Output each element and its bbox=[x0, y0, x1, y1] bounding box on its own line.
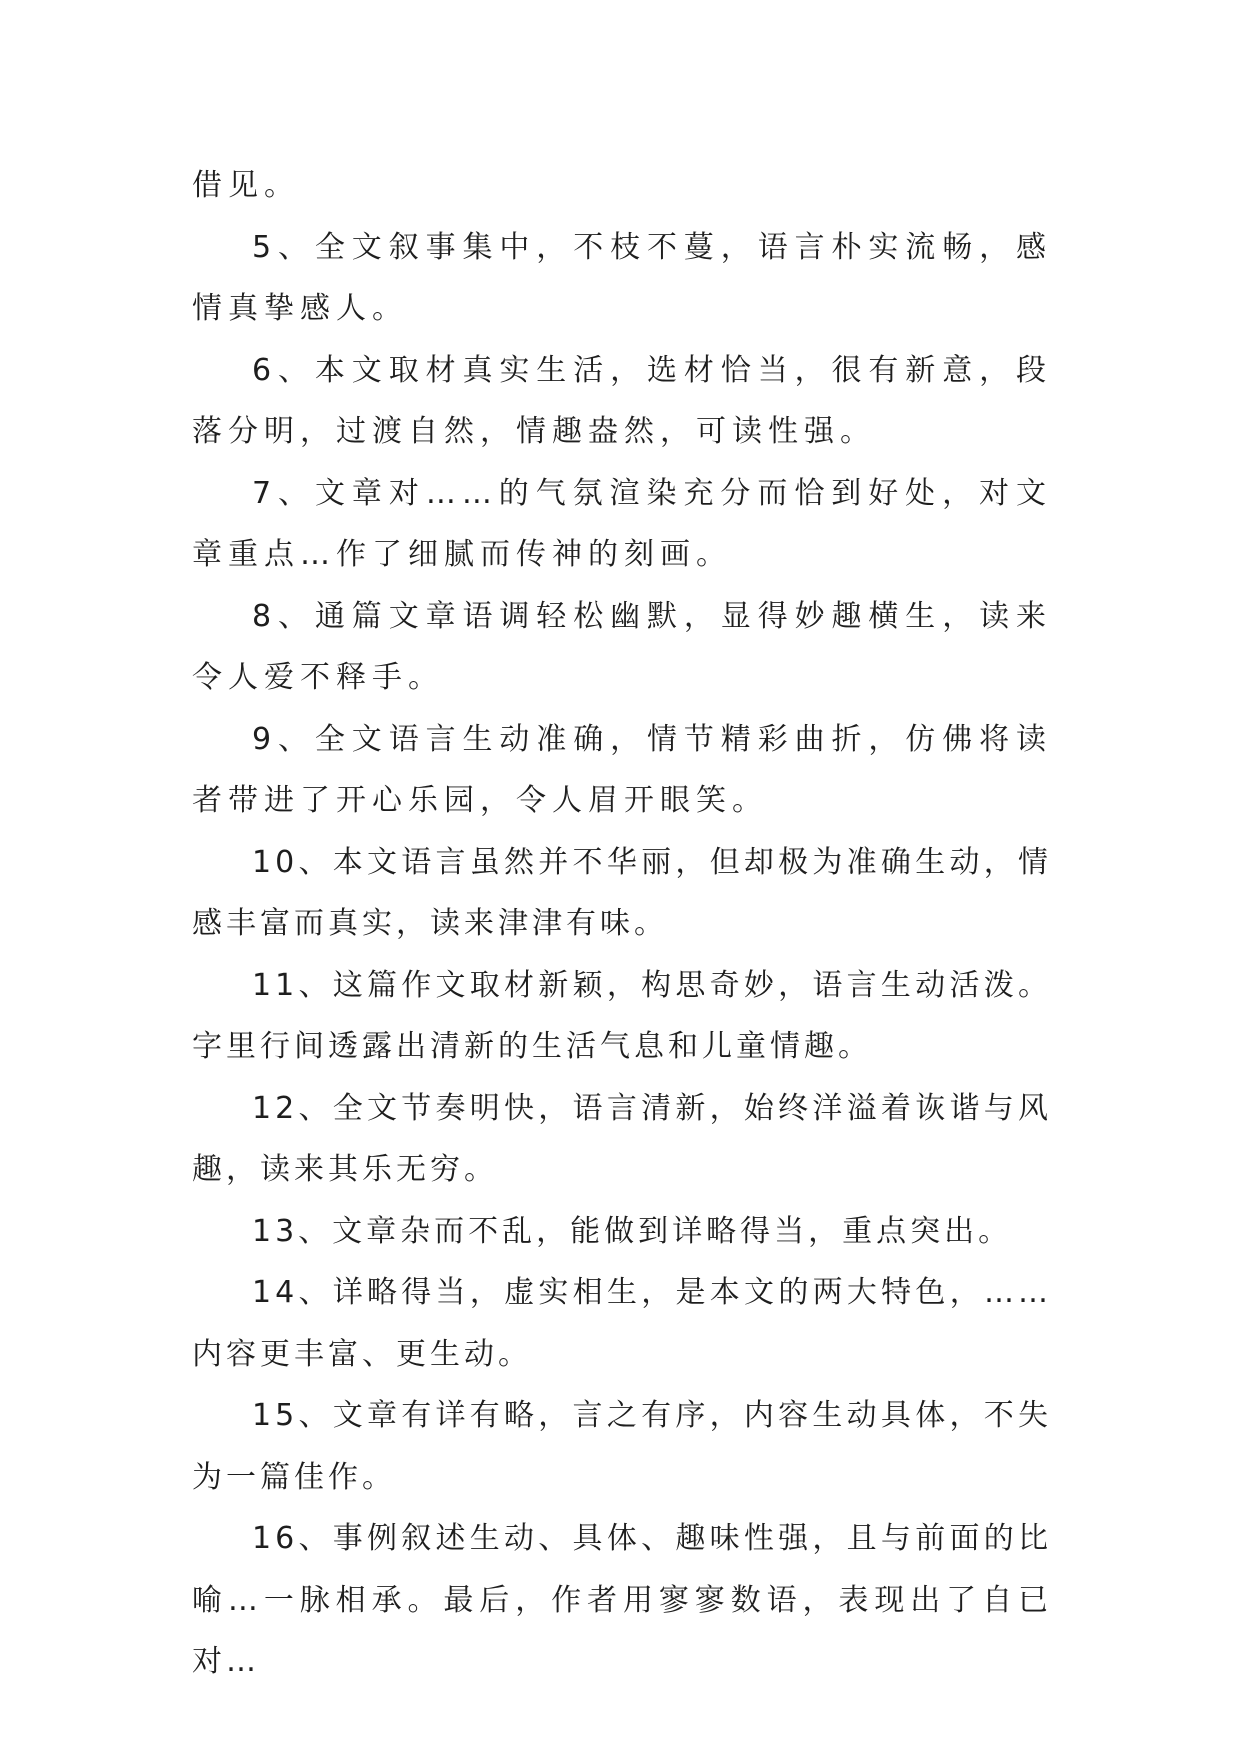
paragraph-continuation: 借见。 bbox=[192, 168, 300, 203]
paragraph-comment-8: 8、通篇文章语调轻松幽默，显得妙趣横生，读来令人爱不释手。 bbox=[192, 598, 1052, 695]
document-body bbox=[192, 155, 1052, 1693]
paragraph-comment-14: 14、详略得当，虚实相生，是本文的两大特色，……内容更丰富、更生动。 bbox=[192, 1275, 1052, 1372]
paragraph-comment-7: 7、文章对……的气氛渲染充分而恰到好处，对文章重点…作了细腻而传神的刻画。 bbox=[192, 475, 1052, 572]
paragraph-comment-15: 15、文章有详有略，言之有序，内容生动具体，不失为一篇佳作。 bbox=[192, 1398, 1052, 1495]
paragraph-comment-9: 9、全文语言生动准确，情节精彩曲折，仿佛将读者带进了开心乐园，令人眉开眼笑。 bbox=[192, 721, 1052, 818]
paragraph-comment-6: 6、本文取材真实生活，选材恰当，很有新意，段落分明，过渡自然，情趣盎然，可读性强。 bbox=[192, 352, 1052, 449]
paragraph-comment-5: 5、全文叙事集中，不枝不蔓，语言朴实流畅，感情真挚感人。 bbox=[192, 229, 1052, 326]
paragraph-comment-11: 11、这篇作文取材新颖，构思奇妙，语言生动活泼。字里行间透露出清新的生活气息和儿童情趣。 bbox=[192, 967, 1052, 1064]
paragraph-comment-16: 16、事例叙述生动、具体、趣味性强，且与前面的比喻…一脉相承。最后，作者用寥寥数语，表现出了自已对… bbox=[192, 1521, 1052, 1679]
paragraph-comment-13: 13、文章杂而不乱，能做到详略得当，重点突出。 bbox=[252, 1213, 1013, 1249]
paragraph-comment-12: 12、全文节奏明快，语言清新，始终洋溢着诙谐与风趣，读来其乐无穷。 bbox=[192, 1090, 1052, 1187]
paragraph-comment-10: 10、本文语言虽然并不华丽，但却极为准确生动，情感丰富而真实，读来津津有味。 bbox=[192, 844, 1052, 941]
